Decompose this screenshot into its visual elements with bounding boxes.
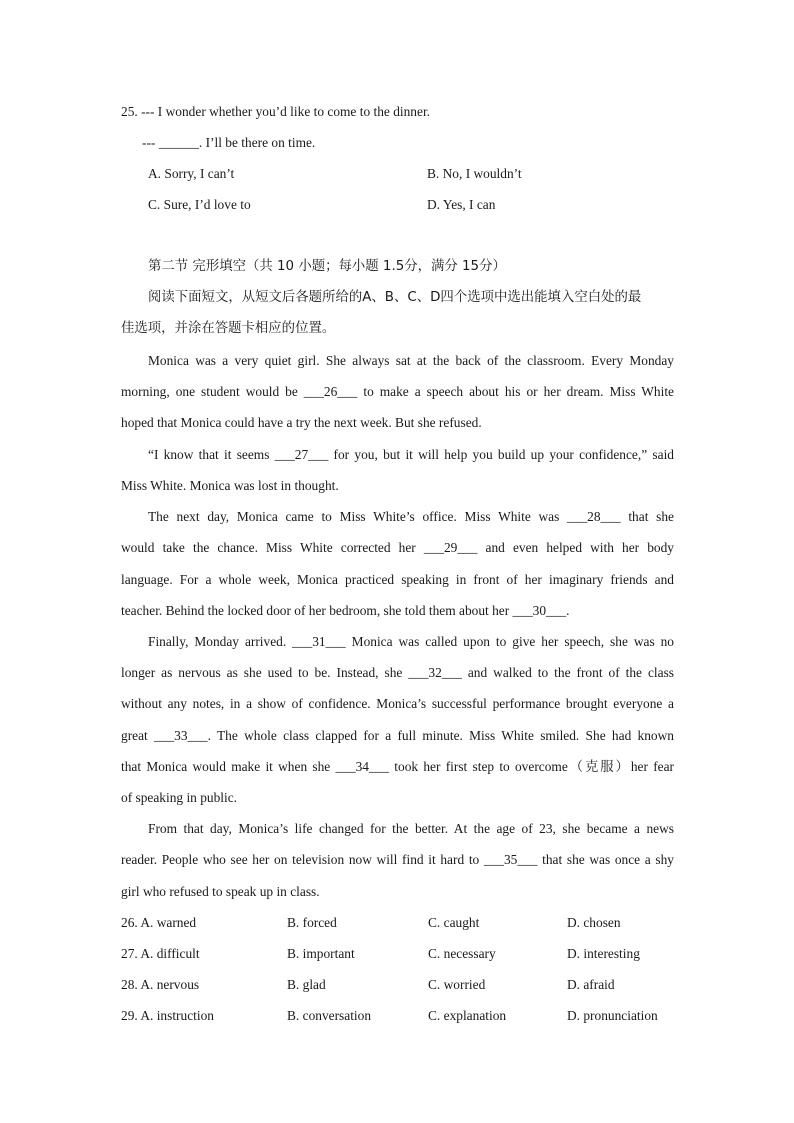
q29-option-d: D. pronunciation [567, 1008, 658, 1023]
passage-line: would take the chance. Miss White corrected her ___29___ and even helped with her body [121, 540, 674, 555]
passage-line: Miss White. Monica was lost in thought. [121, 478, 339, 493]
passage-line: girl who refused to speak up in class. [121, 884, 320, 899]
q25-option-a: A. Sorry, I can’t [148, 166, 235, 181]
passage-line: The next day, Monica came to Miss White’s office. Miss White was ___28___ that she [148, 509, 674, 524]
q26-option-d: D. chosen [567, 915, 621, 930]
passage-line: teacher. Behind the locked door of her bedroom, she told them about her ___30___. [121, 603, 570, 618]
passage-line: great ___33___. The whole class clapped for a full minute. Miss White smiled. She had known [121, 728, 674, 743]
q25-reply: --- ______. I’ll be there on time. [142, 135, 316, 150]
q29-option-b: B. conversation [287, 1008, 372, 1023]
passage-line: From that day, Monica’s life changed for the better. At the age of 23, she became a news [148, 821, 674, 836]
q27-option-a: 27. A. difficult [121, 946, 200, 961]
q26-option-c: C. caught [428, 915, 480, 930]
q25-option-b: B. No, I wouldn’t [427, 166, 522, 181]
q26-option-b: B. forced [287, 915, 337, 930]
q28-option-b: B. glad [287, 977, 326, 992]
section-instruction-line-2: 佳选项，并涂在答题卡相应的位置。 [121, 321, 336, 336]
q26-option-a: 26. A. warned [121, 915, 197, 930]
passage-line: Finally, Monday arrived. ___31___ Monica was called upon to give her speech, she was no [148, 634, 674, 649]
q29-option-c: C. explanation [428, 1008, 507, 1023]
passage-line: hoped that Monica could have a try the next week. But she refused. [121, 415, 482, 430]
passage-line: longer as nervous as she used to be. Instead, she ___32___ and walked to the front of the class [121, 665, 674, 680]
q28-option-c: C. worried [428, 977, 486, 992]
q27-option-d: D. interesting [567, 946, 640, 961]
q27-option-c: C. necessary [428, 946, 496, 961]
q25-option-c: C. Sure, I’d love to [148, 197, 251, 212]
q25-option-d: D. Yes, I can [427, 197, 496, 212]
passage-line: language. For a whole week, Monica practiced speaking in front of her imaginary friends and [121, 572, 674, 587]
q28-option-a: 28. A. nervous [121, 977, 200, 992]
passage-line: of speaking in public. [121, 790, 238, 805]
section-heading: 第二节 完形填空（共 10 小题；每小题 1.5分，满分 15分） [148, 259, 506, 274]
q27-option-b: B. important [287, 946, 355, 961]
q29-option-a: 29. A. instruction [121, 1008, 214, 1023]
passage-line: without any notes, in a show of confidence. Monica’s successful performance brought everyone a [121, 696, 674, 711]
section-instruction-line-1: 阅读下面短文，从短文后各题所给的A、B、C、D四个选项中选出能填入空白处的最 [148, 290, 642, 305]
q28-option-d: D. afraid [567, 977, 615, 992]
passage-line: “I know that it seems ___27___ for you, but it will help you build up your confidence,” said [148, 447, 674, 462]
passage-line: that Monica would make it when she ___34___ took her first step to overcome（克服）her fear [121, 759, 674, 774]
passage-line: Monica was a very quiet girl. She always sat at the back of the classroom. Every Monday [148, 353, 674, 368]
passage-line: morning, one student would be ___26___ to make a speech about his or her dream. Miss White [121, 384, 674, 399]
passage-line: reader. People who see her on television now will find it hard to ___35___ that she was once a shy [121, 852, 674, 867]
q25-stem: 25. --- I wonder whether you’d like to come to the dinner. [121, 104, 431, 119]
